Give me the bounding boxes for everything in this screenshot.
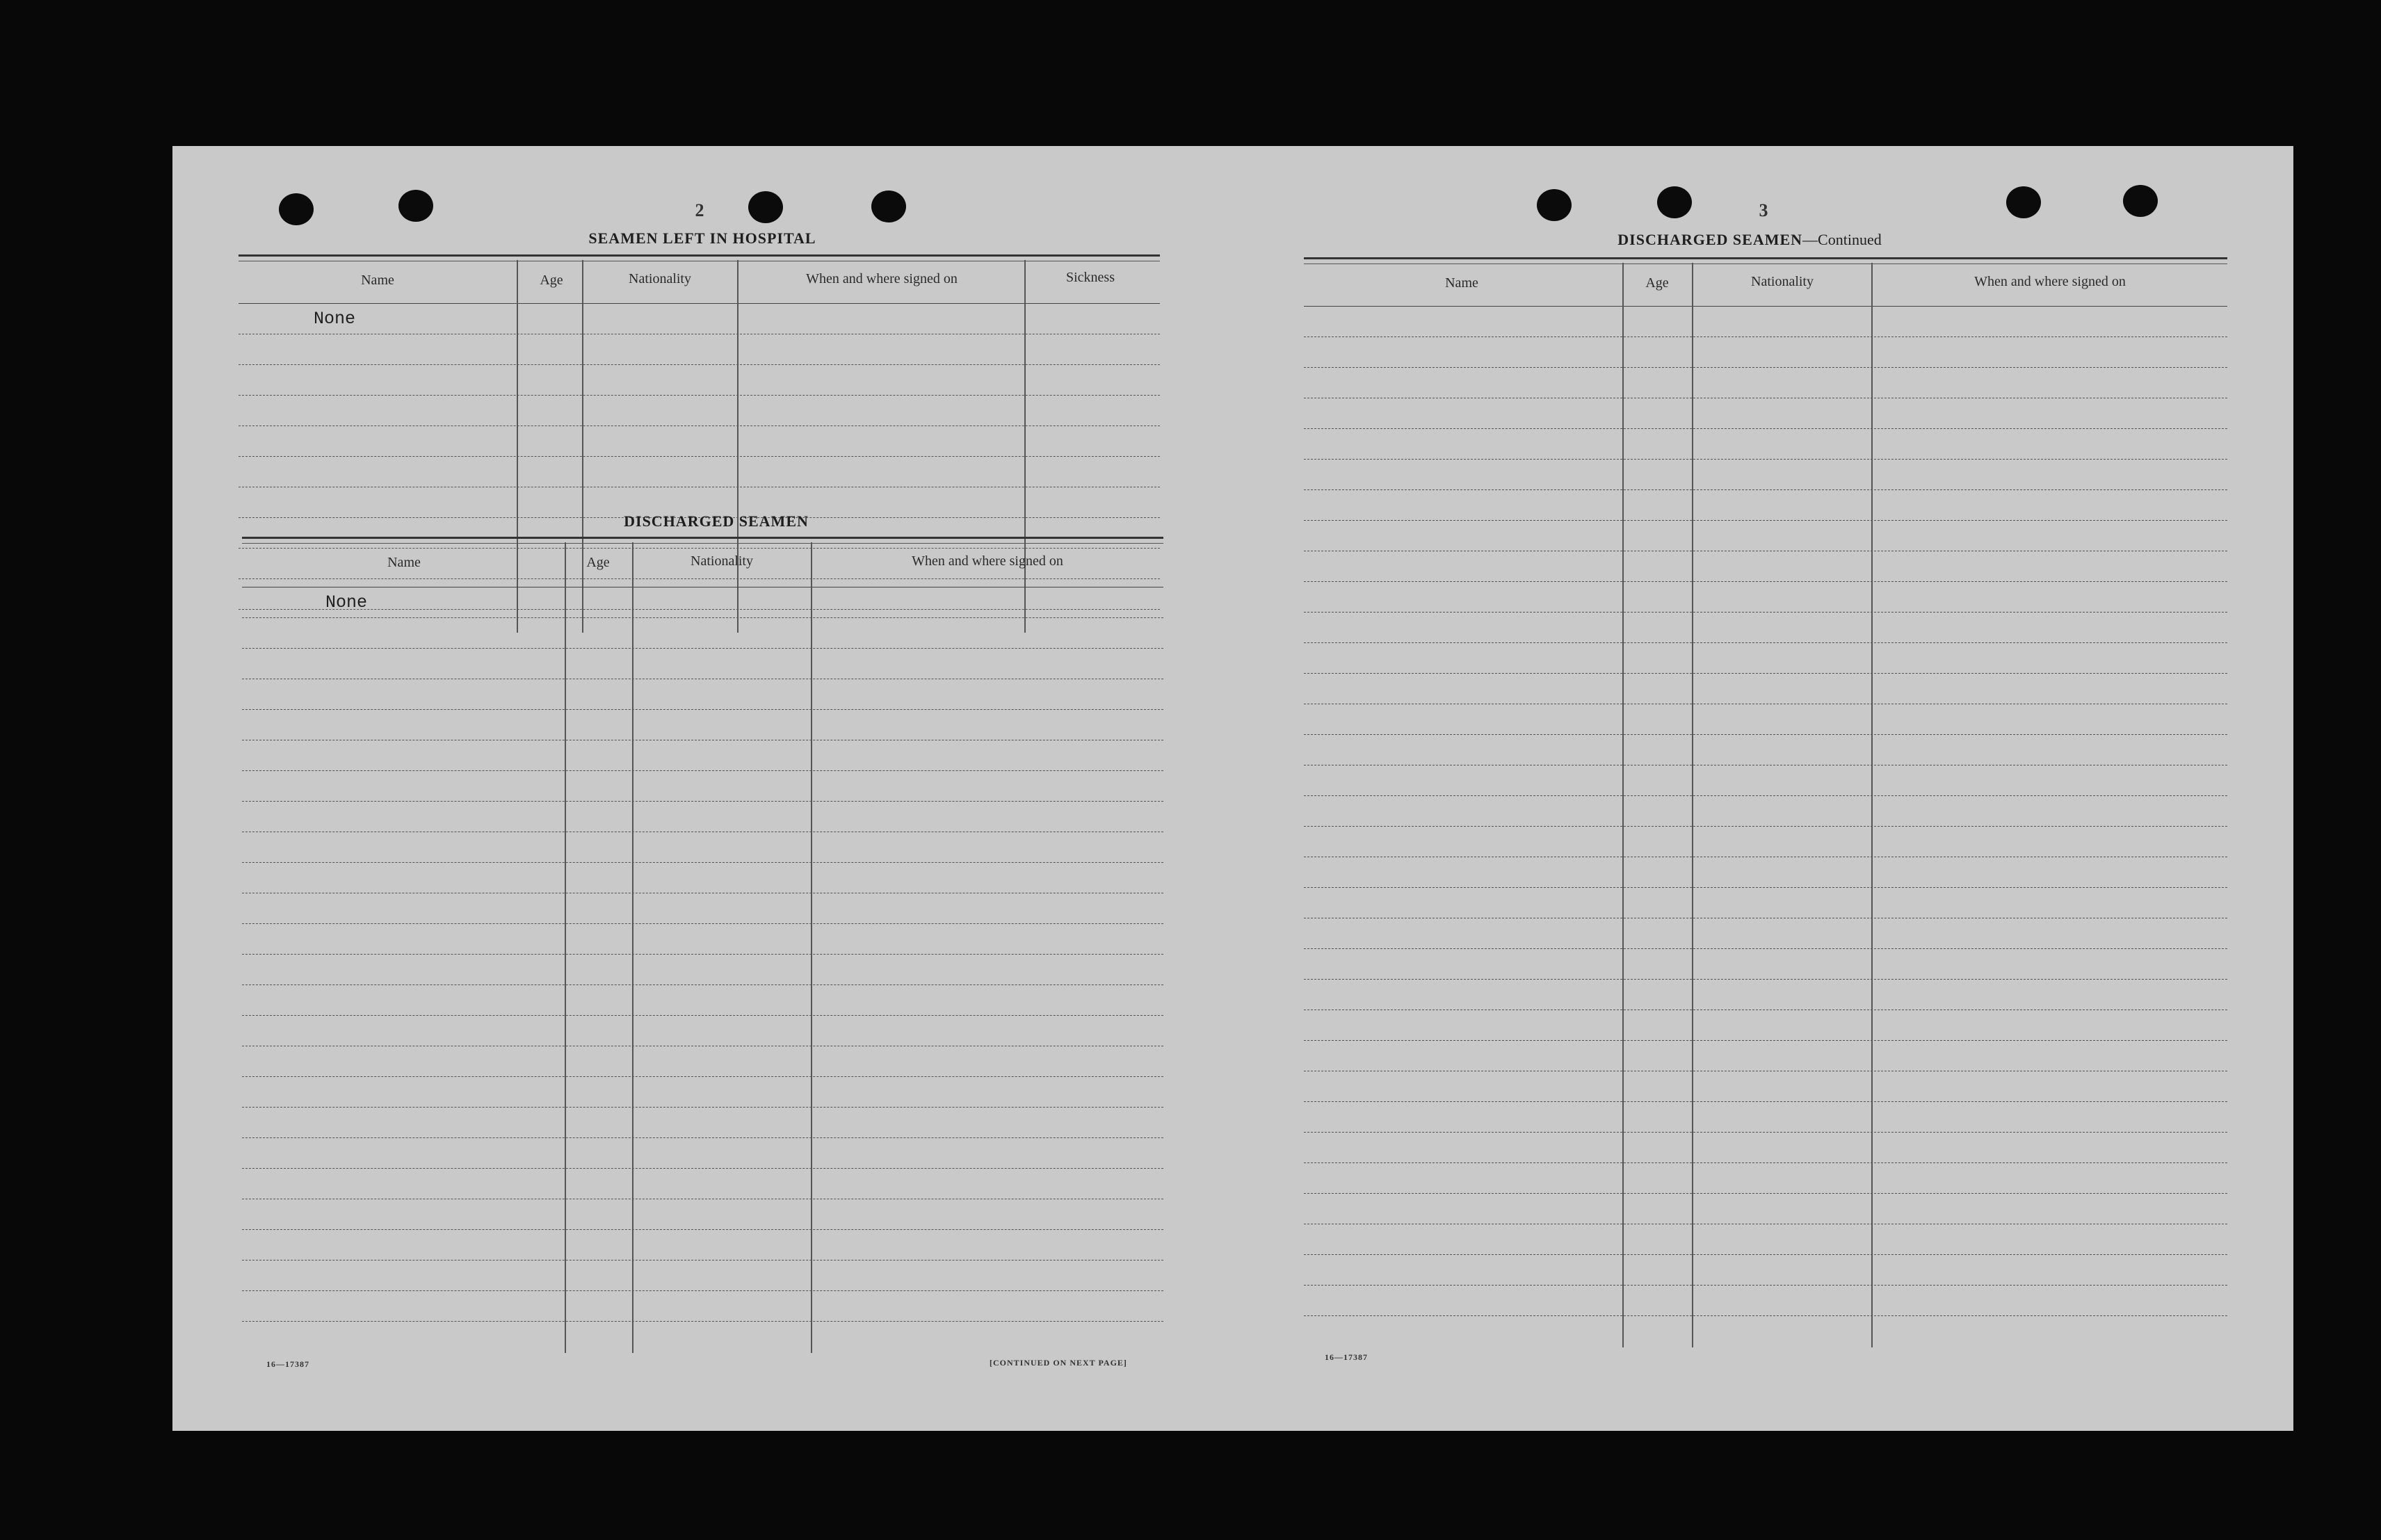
discharged-table-right: [1304, 257, 2227, 1352]
continued-note: [CONTINUED ON NEXT PAGE]: [990, 1358, 1127, 1368]
discharged-entry: None: [325, 592, 368, 613]
punch-hole: [2123, 185, 2158, 217]
punch-hole: [279, 193, 314, 225]
punch-hole: [871, 191, 906, 222]
punch-hole: [1537, 189, 1572, 221]
punch-hole: [748, 191, 783, 223]
form-code-left: 16—17387: [266, 1359, 309, 1369]
discharged-section-title: DISCHARGED SEAMEN: [624, 512, 809, 530]
hospital-section-title: SEAMEN LEFT IN HOSPITAL: [588, 229, 816, 247]
punch-hole: [1657, 186, 1692, 218]
hospital-entry: None: [314, 309, 356, 329]
column-header-signed-on: When and where signed on: [912, 553, 1063, 569]
punch-hole: [398, 190, 433, 222]
page-number-left: 2: [695, 200, 704, 220]
column-header-nationality: Nationality: [629, 271, 691, 286]
document-sheet: [172, 146, 2293, 1431]
page-number-right: 3: [1759, 200, 1768, 220]
column-header-signed-on: When and where signed on: [806, 271, 958, 286]
form-code-right: 16—17387: [1325, 1352, 1368, 1362]
discharged-continued-title-main: DISCHARGED SEAMEN: [1617, 231, 1803, 248]
column-header-age: Age: [1645, 275, 1669, 291]
discharged-continued-title-suffix: —Continued: [1802, 231, 1882, 248]
column-header-signed-on: When and where signed on: [1974, 274, 2126, 289]
column-header-nationality: Nationality: [691, 553, 753, 569]
column-header-name: Name: [1445, 275, 1478, 291]
column-header-sickness: Sickness: [1066, 270, 1115, 285]
discharged-continued-title: [1617, 231, 1881, 249]
discharged-table-left: [242, 537, 1163, 1357]
column-header-nationality: Nationality: [1751, 274, 1814, 289]
punch-hole: [2006, 186, 2041, 218]
column-header-name: Name: [387, 555, 421, 570]
column-header-name: Name: [361, 273, 394, 288]
column-header-age: Age: [586, 555, 610, 570]
column-header-age: Age: [540, 273, 563, 288]
